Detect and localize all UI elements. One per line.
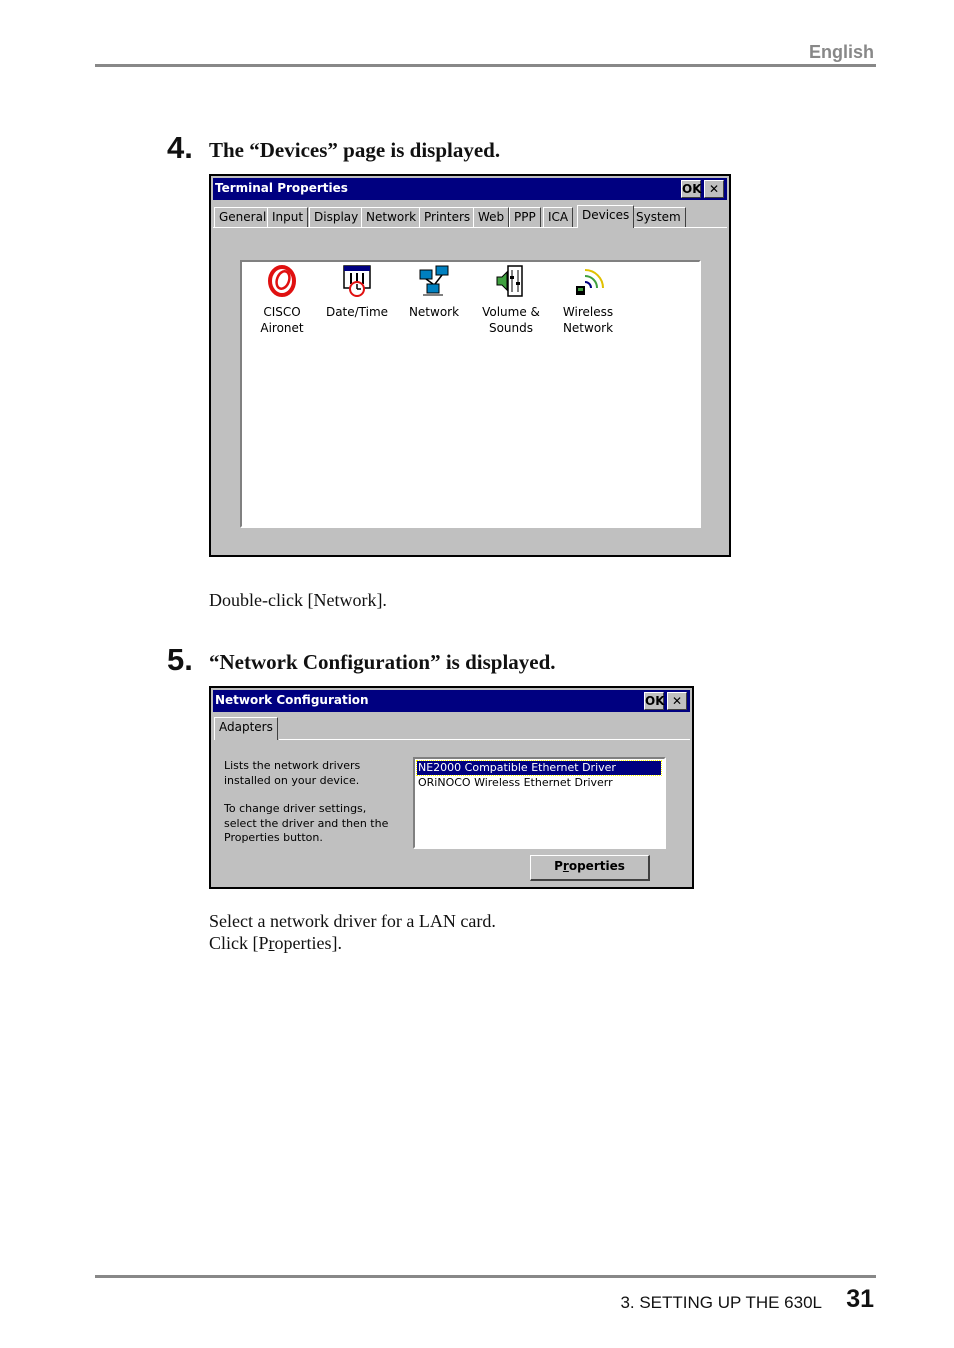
- network-icon: [417, 264, 451, 298]
- network-item[interactable]: [394, 264, 474, 320]
- tab-general[interactable]: General: [214, 207, 271, 227]
- section-title: 3. SETTING UP THE 630L: [620, 1293, 822, 1312]
- language-label: English: [808, 42, 874, 62]
- icon-label-line1: Volume &: [482, 305, 540, 319]
- settings-description: [224, 802, 388, 846]
- icon-label-line1: Date/Time: [325, 305, 389, 319]
- date-time-icon: [340, 264, 374, 298]
- properties-button[interactable]: [530, 855, 650, 881]
- icon-label-line1: Wireless: [562, 305, 614, 319]
- properties-label-accel: r: [562, 859, 569, 873]
- network-configuration-window: [209, 686, 694, 889]
- step-4-instruction: Double-click [Network].: [209, 590, 387, 610]
- cisco-aironet-icon: [265, 264, 299, 298]
- driver-list[interactable]: [413, 757, 666, 849]
- window-title: Network Configuration: [215, 693, 369, 707]
- drivers-description: [224, 759, 360, 788]
- properties-label-post: operties: [568, 859, 625, 873]
- ok-button[interactable]: OK: [645, 694, 665, 708]
- properties-label-pre: P: [554, 859, 563, 873]
- description-line: To change driver settings,: [224, 802, 367, 815]
- tab-ppp[interactable]: PPP: [509, 207, 541, 227]
- step-4-title: The “Devices” page is displayed.: [209, 138, 501, 162]
- icon-label-line1: Network: [408, 305, 460, 319]
- icon-label-line1: CISCO: [263, 305, 301, 319]
- tab-strip-edge: [213, 227, 727, 228]
- tab-display[interactable]: Display: [309, 207, 363, 227]
- page-number: 31: [846, 1285, 874, 1313]
- terminal-properties-window: [209, 174, 731, 557]
- cisco-aironet-item[interactable]: [242, 264, 322, 336]
- instruction-text: operties].: [274, 933, 342, 953]
- tab-strip-edge: [279, 739, 690, 740]
- tab-system[interactable]: System: [631, 207, 686, 227]
- title-bar: [213, 690, 690, 712]
- description-line: select the driver and then the: [224, 816, 389, 830]
- icon-label-line2: Aironet: [260, 321, 304, 335]
- close-icon[interactable]: ✕: [704, 180, 724, 198]
- window-title: Terminal Properties: [215, 181, 348, 195]
- description-line: Lists the network drivers: [224, 759, 361, 772]
- description-line: Properties button.: [224, 831, 323, 844]
- wireless-network-icon: [571, 264, 605, 298]
- list-item[interactable]: NE2000 Compatible Ethernet Driver: [417, 761, 661, 775]
- volume-sounds-item[interactable]: [471, 264, 551, 336]
- step-4-number: 4.: [167, 130, 193, 165]
- icon-label-line2: Network: [562, 321, 614, 335]
- devices-icon-panel: [240, 260, 701, 528]
- date-time-item[interactable]: [317, 264, 397, 320]
- step-5-instruction: [209, 910, 496, 954]
- header-rule: [95, 64, 876, 67]
- tab-printers[interactable]: Printers: [419, 207, 475, 227]
- tab-devices[interactable]: Devices: [577, 205, 634, 228]
- tab-adapters[interactable]: Adapters: [214, 717, 278, 740]
- instruction-line: Select a network driver for a LAN card.: [209, 911, 496, 931]
- instruction-text: Click [P: [209, 933, 269, 953]
- list-item[interactable]: ORiNOCO Wireless Ethernet Driverr: [418, 776, 613, 789]
- close-icon[interactable]: ✕: [667, 692, 687, 710]
- tab-network[interactable]: Network: [361, 207, 421, 227]
- tab-ica[interactable]: ICA: [543, 207, 573, 227]
- icon-label-line2: Sounds: [488, 321, 534, 335]
- volume-sounds-icon: [494, 264, 528, 298]
- step-5-number: 5.: [167, 642, 193, 677]
- ok-button[interactable]: OK: [682, 182, 702, 196]
- step-5-title: “Network Configuration” is displayed.: [209, 650, 556, 674]
- instruction-accel: r: [268, 933, 275, 953]
- tab-input[interactable]: Input: [267, 207, 308, 227]
- instruction-line: [209, 932, 496, 954]
- description-line: installed on your device.: [224, 773, 360, 787]
- wireless-network-item[interactable]: [548, 264, 628, 336]
- footer-rule: [95, 1275, 876, 1278]
- title-bar: [213, 178, 727, 200]
- tab-web[interactable]: Web: [473, 207, 509, 227]
